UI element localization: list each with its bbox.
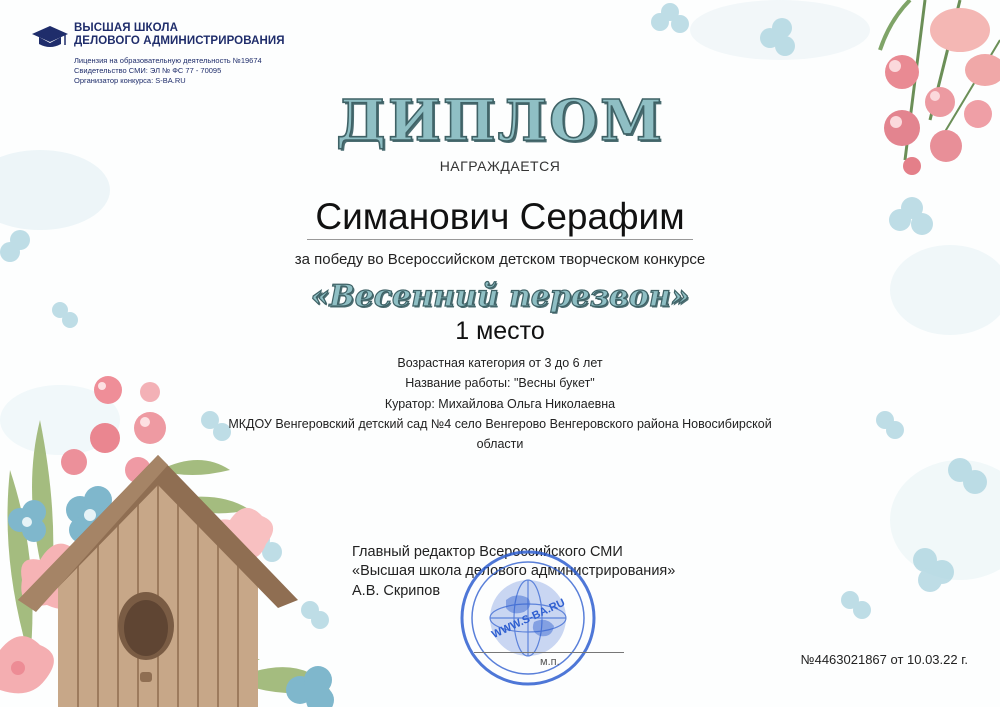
- organization-name-line2: ДЕЛОВОГО АДМИНИСТРИРОВАНИЯ: [74, 35, 285, 47]
- official-stamp-icon: [458, 548, 598, 688]
- diploma-title: ДИПЛОМ: [336, 88, 664, 154]
- editor-title-line1: Главный редактор Всероссийского СМИ: [352, 544, 623, 560]
- curator: Куратор: Михайлова Ольга Николаевна: [384, 397, 616, 411]
- editor-title-line2: «Высшая школа делового администрирования»: [352, 563, 676, 579]
- work-title: Название работы: "Весны букет": [405, 376, 595, 390]
- award-place: 1 место: [455, 317, 545, 345]
- organizer-text: Организатор конкурса: S-BA.RU: [74, 76, 186, 85]
- signature-line: [474, 652, 624, 653]
- diploma-number: №4463021867 от 10.03.22 г.: [800, 652, 968, 667]
- certificate-text: Свидетельство СМИ: ЭЛ № ФС 77 - 70095: [74, 66, 222, 75]
- organization-name: [74, 22, 285, 48]
- institution-line1: МКДОУ Венгеровский детский сад №4 село Венгерово Венгеровского района Новосибирской: [228, 417, 772, 431]
- recipient-name: Симанович Серафим: [315, 196, 685, 237]
- institution-line2: области: [476, 437, 524, 451]
- award-reason: за победу во Всероссийском детском творческом конкурсе: [294, 251, 706, 268]
- contest-name: «Весенний перезвон»: [310, 279, 690, 314]
- stamp-url: WWW.S-BA.RU: [489, 596, 567, 642]
- organization-name-line1: ВЫСШАЯ ШКОЛА: [74, 22, 178, 34]
- license-text: Лицензия на образовательную деятельность №19674: [74, 56, 262, 65]
- age-category: Возрастная категория от 3 до 6 лет: [397, 356, 603, 370]
- diploma-subtitle: НАГРАЖДАЕТСЯ: [439, 158, 561, 174]
- editor-name: А.В. Скрипов: [352, 583, 441, 599]
- graduation-cap-icon: [32, 24, 68, 50]
- signature-label: м.п.: [540, 656, 560, 668]
- recipient-underline: [307, 239, 693, 240]
